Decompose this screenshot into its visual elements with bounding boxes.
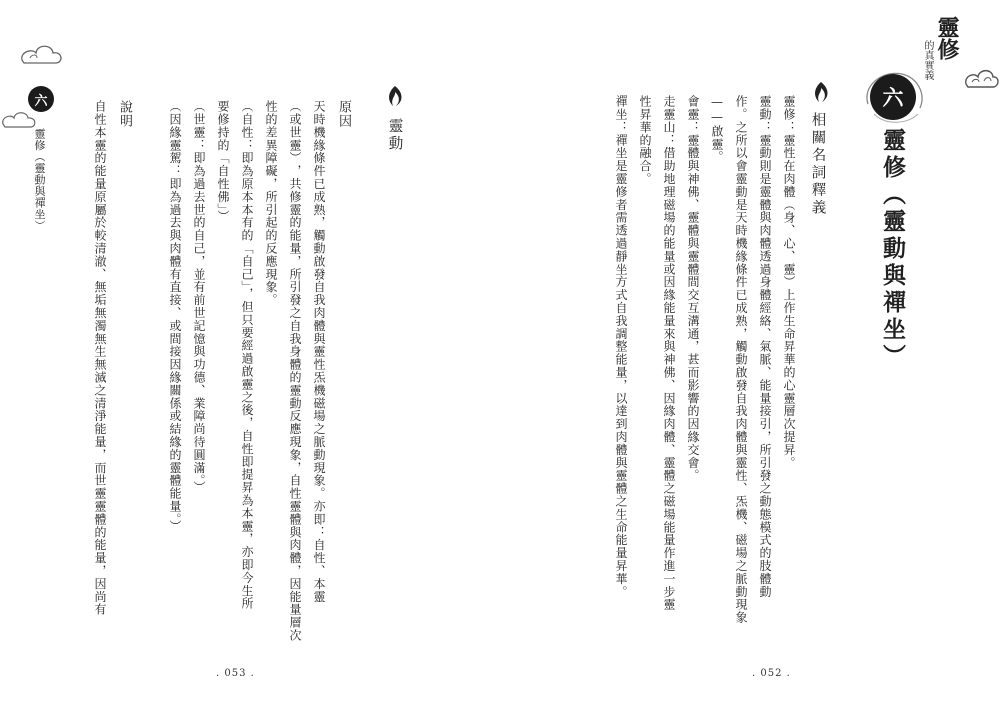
subheading-explain: 說明	[117, 100, 132, 128]
chapter-badge: 六	[870, 74, 916, 120]
definition-line: 會靈：靈體與神佛、靈體與靈體間交互溝通，甚而影響的因緣交會。	[686, 95, 700, 482]
section-heading: 靈動	[386, 118, 403, 153]
chapter-title: 靈修︵靈動與禪坐︶	[879, 128, 905, 371]
flame-ornament-icon	[384, 84, 406, 108]
subheading-cause: 原因	[336, 100, 351, 128]
body-line: ︵或世靈︶，共修靈的能量，所引發之自我身體的靈動反應現象，自性靈體與肉體，因能量層次	[288, 100, 302, 642]
book-logo: 靈修	[934, 16, 960, 60]
cloud-ornament-icon	[18, 38, 66, 68]
body-line: ︵世靈：即為過去世的自己，並有前世記憶與功德、業障尚待圓滿。︶	[192, 100, 206, 494]
definition-line: 靈動：靈動則是靈體與肉體透過身體經絡、氣脈、能量接引，所引發之動態模式的肢體動	[758, 95, 772, 599]
running-side-title: 靈修︵靈動與禪坐︶	[33, 128, 46, 232]
body-line: ︵因緣靈駕：即為過去與肉體有直接、或間接因緣關係或結緣的靈體能量。︶	[168, 100, 182, 533]
book-logo-subtitle: 的真實義	[922, 40, 933, 80]
body-line: 自性本靈的能量原屬於較清澈、無垢無濁無生無滅之清淨能量，而世靈靈體的能量，因尚有	[93, 100, 107, 616]
definition-line: 禪坐：禪坐是靈修者需透過靜坐方式自我調整能量，以達到肉體與靈體之生命能量昇華。	[614, 95, 628, 599]
definition-line: 性昇華的融合。	[638, 95, 652, 186]
definition-line: 走靈山：借助地理磁場的能量或因緣能量來與神佛、因緣肉體、靈體之磁場能量作進一步靈	[662, 95, 676, 611]
flame-ornament-icon	[810, 80, 832, 104]
section-heading: 相關名詞釋義	[809, 112, 826, 217]
right-page	[500, 0, 1000, 710]
definition-line: ——啟靈。	[710, 95, 724, 164]
body-line: ︵自性：即為原本本有的「自己」，但只要經過啟靈之後，自性即提昇為本靈，亦即今生所	[240, 100, 254, 610]
page-number: . 052 .	[752, 668, 791, 679]
page-number: . 053 .	[216, 668, 255, 679]
definition-line: 靈修：靈性在肉體︵身、心、靈︶上作生命昇華的心靈層次提昇。	[782, 95, 796, 470]
cloud-ornament-icon	[962, 60, 1000, 94]
body-line: 性的差異障礙，所引起的反應現象。	[264, 100, 278, 307]
body-line: 要修持的「自性佛」︶	[216, 100, 230, 223]
definition-line: 作。之所以會靈動是天時機緣條件已成熟，觸動啟發自我肉體與靈性、炁機、磁場之脈動現象	[734, 95, 748, 624]
chapter-badge-small: 六	[28, 86, 54, 112]
body-line: 天時機緣條件已成熟，觸動啟發自我肉體與靈性炁機磁場之脈動現象。亦即：自性、本靈	[312, 100, 326, 604]
